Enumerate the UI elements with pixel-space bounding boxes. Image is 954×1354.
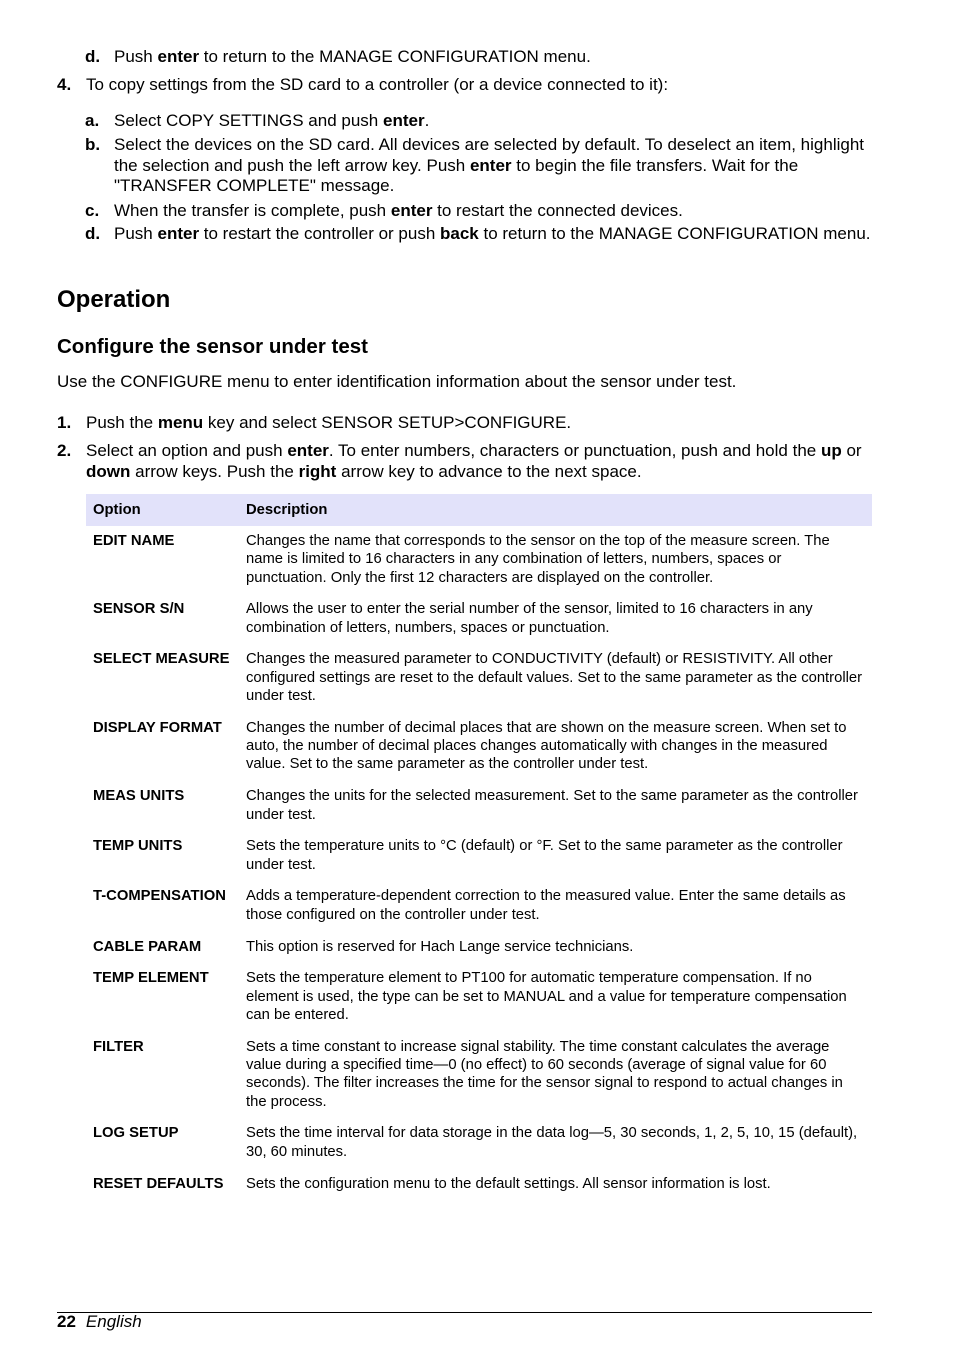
description-cell: Adds a temperature-dependent correction to the measured value. Enter the same details as those configured on the controller under test.	[246, 888, 846, 923]
footer-divider	[57, 1312, 872, 1313]
option-cell: TEMP UNITS	[93, 838, 183, 855]
option-cell: FILTER	[93, 1038, 144, 1055]
description-cell: Sets the time interval for data storage in the data log—5, 30 seconds, 1, 2, 5, 10, 15 (default), 30, 60 minutes.	[246, 1125, 858, 1160]
description-cell: Changes the name that corresponds to the sensor on the top of the measure screen. The name is limited to 16 characters in any combination of letters, numbers, spaces or punctuation. Only the first 12 characters are displayed on the controller.	[246, 533, 830, 586]
description-cell: Sets the configuration menu to the default settings. All sensor information is lost.	[246, 1175, 771, 1192]
description-cell: Sets the temperature units to °C (default) or °F. Set to the same parameter as the controller under test.	[246, 838, 843, 873]
table-row	[86, 719, 872, 774]
step-1: 1. Push the menu key and select SENSOR SETUP>CONFIGURE.	[57, 413, 572, 432]
table-row	[86, 837, 872, 874]
option-cell: EDIT NAME	[93, 533, 175, 549]
option-cell: SENSOR S/N	[93, 601, 185, 618]
option-cell: CABLE PARAM	[93, 938, 202, 955]
substep-letter: b.	[85, 135, 101, 154]
section-title: Operation	[57, 286, 171, 313]
header-option: Option	[93, 502, 141, 518]
substep-letter: a.	[85, 111, 100, 130]
table-row	[86, 787, 872, 824]
substep-letter: d.	[85, 47, 101, 66]
table-row	[86, 532, 872, 587]
table-header	[86, 494, 872, 526]
description-cell: Changes the measured parameter to CONDUCTIVITY (default) or RESISTIVITY. All other configured settings are reset to the default values. Set to the same parameter as the controller under test.	[246, 651, 863, 705]
option-cell: DISPLAY FORMAT	[93, 719, 222, 736]
step-4	[57, 75, 872, 96]
table-row	[86, 600, 872, 637]
step-2: 2. Select an option and push enter. To enter numbers, characters or punctuation, push and hold the up or down arrow keys. Push the right arrow key to advance to the next space.	[57, 441, 862, 481]
substep-letter: d.	[85, 224, 101, 243]
substep-letter: c.	[85, 201, 100, 220]
table-row	[86, 1124, 872, 1161]
description-cell: Allows the user to enter the serial number of the sensor, limited to 16 characters in any combination of letters, numbers, spaces or punctuation.	[246, 601, 813, 636]
substep-d: d. Push enter to restart the controller or push back to return to the MANAGE CONFIGURATION menu.	[85, 224, 871, 243]
description-cell: Changes the number of decimal places that are shown on the measure screen. When set to auto, the number of decimal places changes automatically with changes in the measured value. Set to the same parameter as the controller under test.	[246, 719, 847, 773]
option-cell: T-COMPENSATION	[93, 888, 226, 905]
table-row	[86, 887, 872, 924]
footer-language: English	[85, 1312, 142, 1331]
header-description: Description	[246, 502, 328, 518]
table-row	[86, 938, 872, 956]
substep-a: a. Select COPY SETTINGS and push enter.	[85, 111, 430, 130]
option-cell: TEMP ELEMENT	[93, 970, 209, 987]
step-number: 1.	[57, 413, 72, 432]
option-cell: MEAS UNITS	[93, 788, 185, 805]
substep-c: c. When the transfer is complete, push enter to restart the connected devices.	[85, 201, 683, 220]
step-4-text: To copy settings from the SD card to a controller (or a device connected to it):	[86, 75, 669, 94]
options-table	[86, 494, 872, 1193]
option-cell: LOG SETUP	[93, 1125, 179, 1142]
table-row	[86, 650, 872, 705]
step-number: 2.	[57, 441, 72, 460]
table-row	[86, 969, 872, 1024]
description-cell: This option is reserved for Hach Lange service technicians.	[246, 938, 634, 955]
subsection-title: Configure the sensor under test	[57, 335, 368, 358]
page-footer	[57, 1312, 142, 1332]
step-number: 4.	[57, 75, 72, 94]
table-row	[86, 1175, 872, 1193]
description-cell: Changes the units for the selected measurement. Set to the same parameter as the controller under test.	[246, 788, 858, 823]
substep-d-top: d. Push enter to return to the MANAGE CONFIGURATION menu.	[85, 47, 591, 66]
table-row	[86, 1038, 872, 1111]
description-cell: Sets the temperature element to PT100 for automatic temperature compensation. If no element is used, the type can be set to MANUAL and a value for temperature compensation can be entered.	[246, 970, 847, 1023]
page-number: 22	[57, 1312, 76, 1331]
substep-b: b. Select the devices on the SD card. All devices are selected by default. To deselect an item, highlight the selection and push the left arrow key. Push enter to begin the file transfers. Wait for the "TRANSFER COMPLETE" message.	[85, 135, 865, 195]
intro-paragraph: Use the CONFIGURE menu to enter identification information about the sensor under test.	[57, 372, 737, 391]
description-cell: Sets a time constant to increase signal stability. The time constant calculates the average value during a specified time—0 (no effect) to 60 seconds (average of signal value for 60 seconds). The filter increases the time for the sensor signal to respond to actual changes in the process.	[246, 1038, 843, 1110]
option-cell: RESET DEFAULTS	[93, 1175, 224, 1192]
option-cell: SELECT MEASURE	[93, 651, 230, 668]
